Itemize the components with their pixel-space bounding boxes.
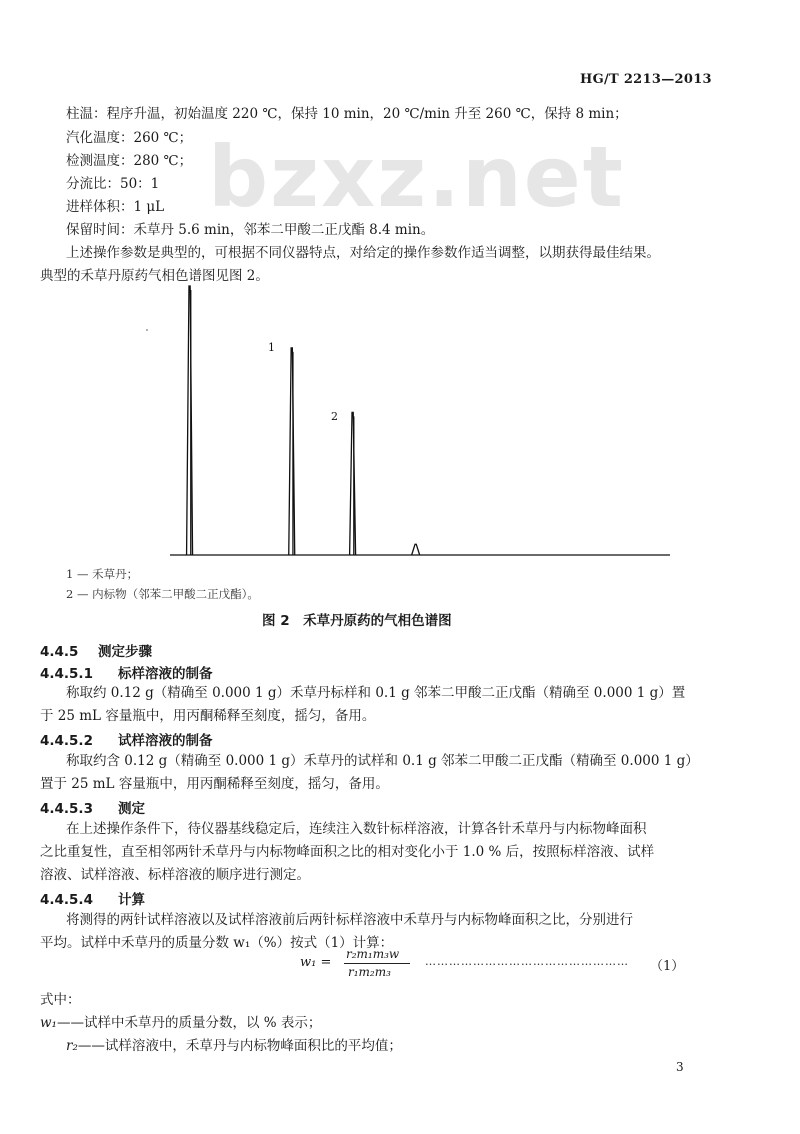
- intro-line-2: 典型的禾草丹原药气相色谱图见图 2。: [40, 268, 269, 284]
- chromatogram-peak-3: [350, 412, 356, 555]
- param-line-5: 进样体积：1 μL: [66, 199, 165, 215]
- intro-line-1: 上述操作参数是典型的，可根据不同仪器特点，对给定的操作参数作适当调整，以期获得最佳结果。: [66, 245, 660, 261]
- section-4-4-5-3-heading: 4.4.5.3 测定: [40, 801, 145, 817]
- section-4-4-5-2-heading: 4.4.5.2 试样溶液的制备: [40, 733, 213, 749]
- page-number: 3: [676, 1060, 684, 1074]
- s4453-line-1: 在上述操作条件下，待仪器基线稳定后，连续注入数针标样溶液，计算各针禾草丹与内标物峰面积: [66, 821, 647, 837]
- s4453-line-3: 溶液、试样溶液、标样溶液的顺序进行测定。: [40, 867, 310, 883]
- section-4-4-5-heading: 4.4.5 测定步骤: [40, 644, 152, 660]
- s4452-line-2: 置于 25 mL 容量瓶中，用丙酮稀释至刻度，摇匀，备用。: [40, 776, 389, 792]
- watermark: bzxz.net: [208, 128, 625, 226]
- speck-mark: [146, 329, 148, 331]
- param-line-6: 保留时间：禾草丹 5.6 min，邻苯二甲酸二正戊酯 8.4 min。: [66, 222, 435, 238]
- formula-number: （1）: [650, 959, 685, 974]
- chromatogram-peak-4: [412, 544, 420, 555]
- s4451-line-2: 于 25 mL 容量瓶中，用丙酮稀释至刻度，摇匀，备用。: [40, 708, 376, 724]
- section-4-4-5-4-heading: 4.4.5.4 计算: [40, 892, 145, 908]
- peak-label-2: 2: [331, 410, 338, 423]
- param-line-4: 分流比：50：1: [66, 176, 160, 192]
- figure-caption: 图 2 禾草丹原药的气相色谱图: [262, 613, 452, 629]
- where-item-r2: r₂——试样溶液中，禾草丹与内标物峰面积比的平均值；: [66, 1038, 402, 1054]
- param-line-1: 柱温：程序升温，初始温度 220 ℃，保持 10 min，20 ℃/min 升至 260 ℃，保持 8 min；: [66, 106, 628, 122]
- formula-denominator: r₁m₂m₃: [348, 965, 391, 979]
- s4454-line-1: 将测得的两针试样溶液以及试样溶液前后两针标样溶液中禾草丹与内标物峰面积之比，分别进行: [66, 912, 633, 928]
- param-line-3: 检测温度：280 ℃；: [66, 153, 193, 169]
- chromatogram-peak-2: [289, 348, 295, 555]
- formula-numerator: r₂m₁m₃w: [346, 947, 400, 961]
- s4451-line-1: 称取约 0.12 g（精确至 0.000 1 g）禾草丹标样和 0.1 g 邻苯二甲酸二正戊酯（精确至 0.000 1 g）置: [66, 685, 686, 701]
- s4454-line-2: 平均。试样中禾草丹的质量分数 w₁（%）按式（1）计算：: [40, 935, 394, 951]
- peak-label-1: 1: [268, 341, 275, 354]
- where-item-w1: w₁——试样中禾草丹的质量分数，以 % 表示；: [40, 1015, 322, 1031]
- legend-item-1: 1 — 禾草丹；: [66, 567, 139, 581]
- s4453-line-2: 之比重复性，直至相邻两针禾草丹与内标物峰面积之比的相对变化小于 1.0 % 后，按照标样溶液、试样: [40, 844, 655, 860]
- legend-item-2: 2 — 内标物（邻苯二甲酸二正戊酯）。: [66, 587, 259, 601]
- s4452-line-1: 称取约含 0.12 g（精确至 0.000 1 g）禾草丹的试样和 0.1 g 邻苯二甲酸二正戊酯（精确至 0.000 1 g）: [66, 753, 699, 769]
- standard-code: HG/T 2213—2013: [580, 72, 712, 87]
- formula-leader-dots: ……………………………………………: [425, 955, 629, 968]
- section-4-4-5-1-heading: 4.4.5.1 标样溶液的制备: [40, 666, 213, 682]
- chromatogram-peak-1: [187, 286, 193, 555]
- where-intro: 式中：: [40, 992, 81, 1008]
- param-line-2: 汽化温度：260 ℃；: [66, 130, 193, 146]
- formula-fraction-bar: [344, 963, 410, 964]
- chromatogram-figure: [0, 0, 800, 560]
- formula-lhs: w₁ =: [300, 955, 332, 970]
